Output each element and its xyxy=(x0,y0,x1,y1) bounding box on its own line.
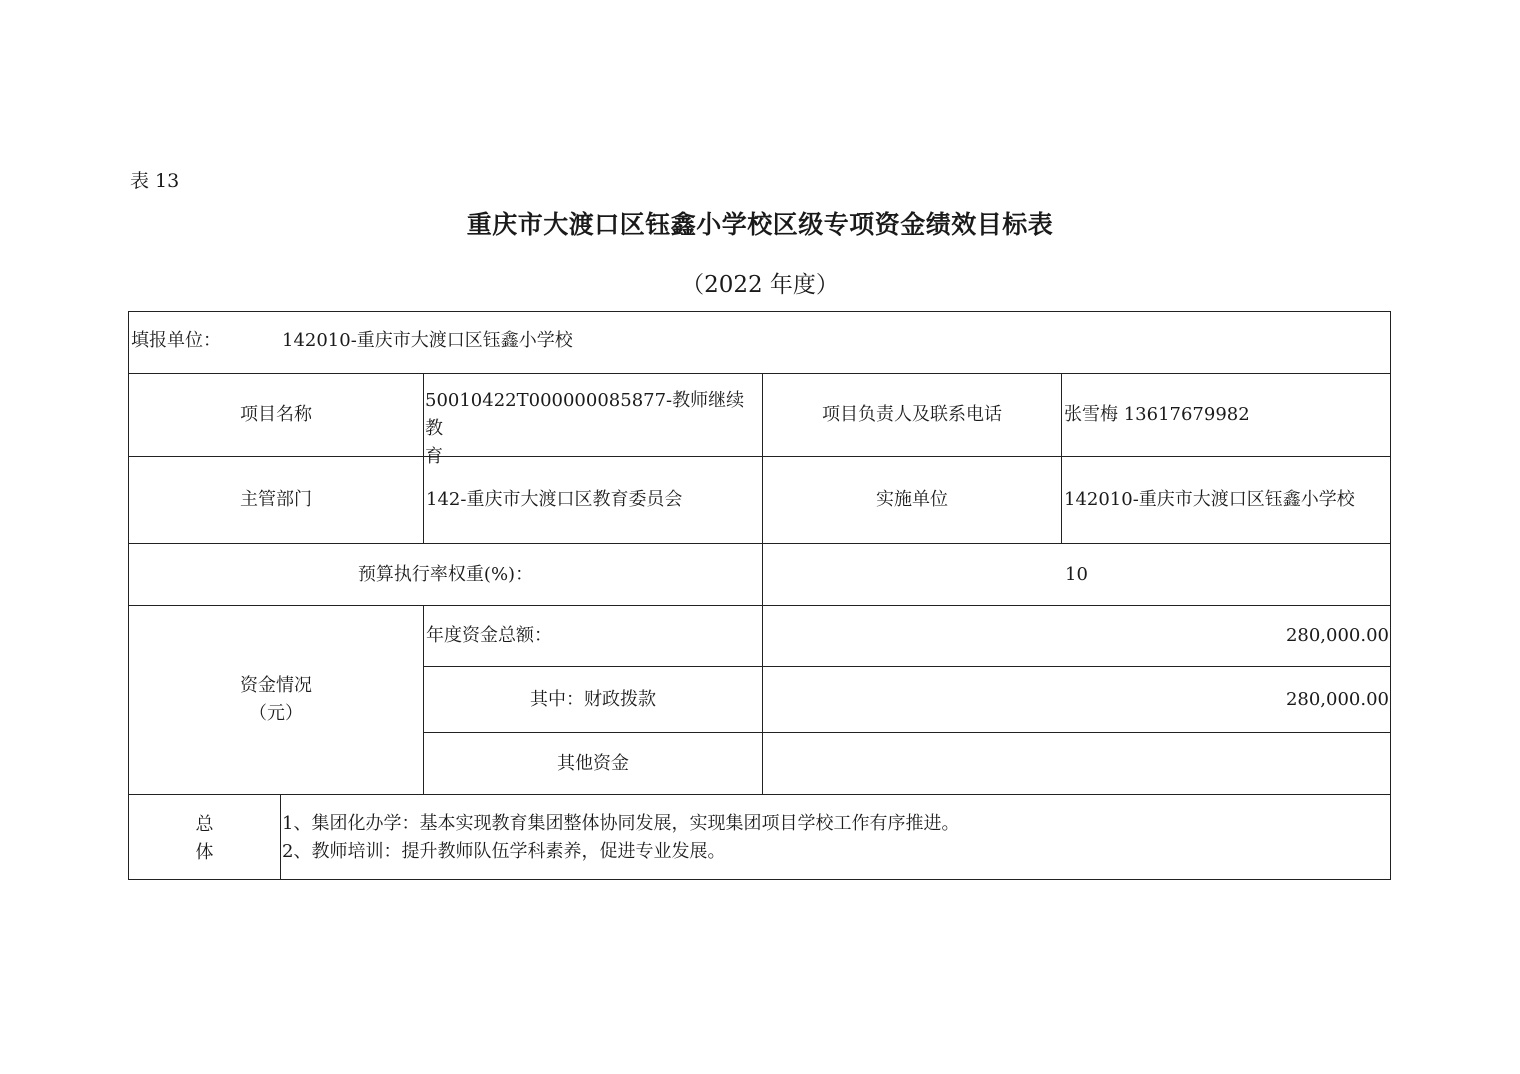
project-contact-value: 张雪梅 13617679982 xyxy=(1064,404,1250,425)
row-divider xyxy=(129,794,1390,795)
implementing-unit-label: 实施单位 xyxy=(876,489,948,510)
performance-target-table xyxy=(128,311,1391,880)
supervising-dept-value: 142-重庆市大渡口区教育委员会 xyxy=(426,489,683,510)
budget-weight-value: 10 xyxy=(1065,563,1088,585)
overall-goal-label-line: 体 xyxy=(195,842,214,863)
other-funds-label: 其他资金 xyxy=(557,752,629,774)
project-name-line: 育 xyxy=(425,446,443,467)
overall-goal-label-line: 总 xyxy=(195,814,214,835)
overall-goal-line: 1、集团化办学：基本实现教育集团整体协同发展，实现集团项目学校工作有序推进。 xyxy=(282,813,960,834)
reporting-unit-label: 填报单位： xyxy=(131,330,221,351)
project-name-value xyxy=(425,387,761,467)
table-number-label: 表 13 xyxy=(130,170,180,192)
implementing-unit-value: 142010-重庆市大渡口区钰鑫小学校 xyxy=(1064,489,1355,510)
overall-goal-text xyxy=(282,810,1387,868)
funds-label xyxy=(129,606,423,794)
column-divider xyxy=(280,794,281,880)
other-funds-value xyxy=(763,733,1390,794)
fiscal-appropriation-label: 其中：财政拨款 xyxy=(530,688,656,710)
year-subtitle: （2022 年度） xyxy=(681,272,839,298)
annual-total-label: 年度资金总额： xyxy=(426,625,552,646)
overall-goal-line: 2、教师培训：提升教师队伍学科素养，促进专业发展。 xyxy=(282,841,726,862)
page-title: 重庆市大渡口区钰鑫小学校区级专项资金绩效目标表 xyxy=(466,210,1054,239)
funds-label-line: 资金情况 xyxy=(240,675,312,696)
fiscal-appropriation-value: 280,000.00 xyxy=(1285,688,1389,710)
project-name-line: 50010422T000000085877-教师继续教 xyxy=(425,390,745,439)
budget-weight-label: 预算执行率权重(%)： xyxy=(357,563,534,585)
reporting-unit-value: 142010-重庆市大渡口区钰鑫小学校 xyxy=(282,330,573,351)
overall-goal-label xyxy=(129,810,280,868)
project-contact-label: 项目负责人及联系电话 xyxy=(822,404,1002,425)
supervising-dept-label: 主管部门 xyxy=(240,489,312,510)
annual-total-value: 280,000.00 xyxy=(1285,625,1389,646)
funds-label-line: （元） xyxy=(249,703,303,724)
project-name-label: 项目名称 xyxy=(240,404,312,425)
